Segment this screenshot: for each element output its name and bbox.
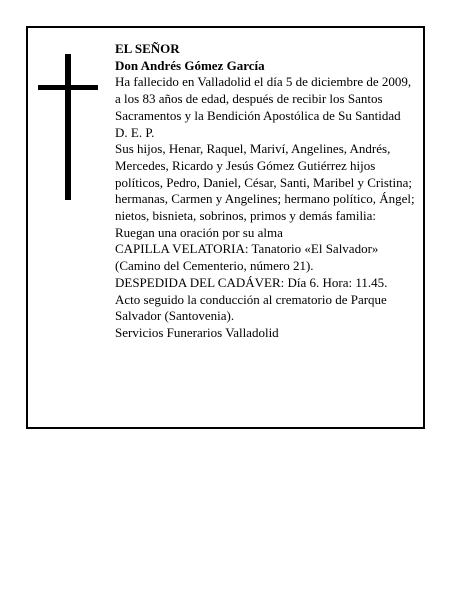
- death-announcement: Ha fallecido en Valladolid el día 5 de diciembre de 2009, a los 83 años de edad, después de recibir los Santos Sacramentos y la Bendición Apostólica de Su Santidad: [115, 74, 412, 123]
- chapel-info: CAPILLA VELATORIA: Tanatorio «El Salvador» (Camino del Cementerio, número 21).: [115, 241, 379, 274]
- deceased-name: Don Andrés Gómez García: [115, 57, 265, 73]
- rest-in-peace: D. E. P.: [115, 124, 155, 140]
- cross-vertical-bar: [65, 54, 71, 200]
- prayer-request: Ruegan una oración por su alma: [115, 224, 283, 240]
- obituary-heading: EL SEÑOR: [115, 41, 180, 56]
- obituary-text: [115, 41, 415, 342]
- family-list: Sus hijos, Henar, Raquel, Mariví, Angelines, Andrés, Mercedes, Ricardo y Jesús Gómez Gutiérrez hijos políticos, Pedro, Daniel, César, Santi, Maribel y Cristina; hermanas, Carmen y Angelines; hermano político, Ángel; nietos, bisnieta, sobrinos, primos y demás familia:: [115, 141, 415, 224]
- funeral-services: Servicios Funerarios Valladolid: [115, 324, 279, 340]
- farewell-info: DESPEDIDA DEL CADÁVER: Día 6. Hora: 11.45. Acto seguido la conducción al crematorio de Parque Salvador (Santovenia).: [115, 274, 388, 324]
- cross-horizontal-bar: [38, 85, 98, 90]
- obituary-notice: [26, 26, 425, 429]
- latin-cross-icon: [38, 54, 100, 200]
